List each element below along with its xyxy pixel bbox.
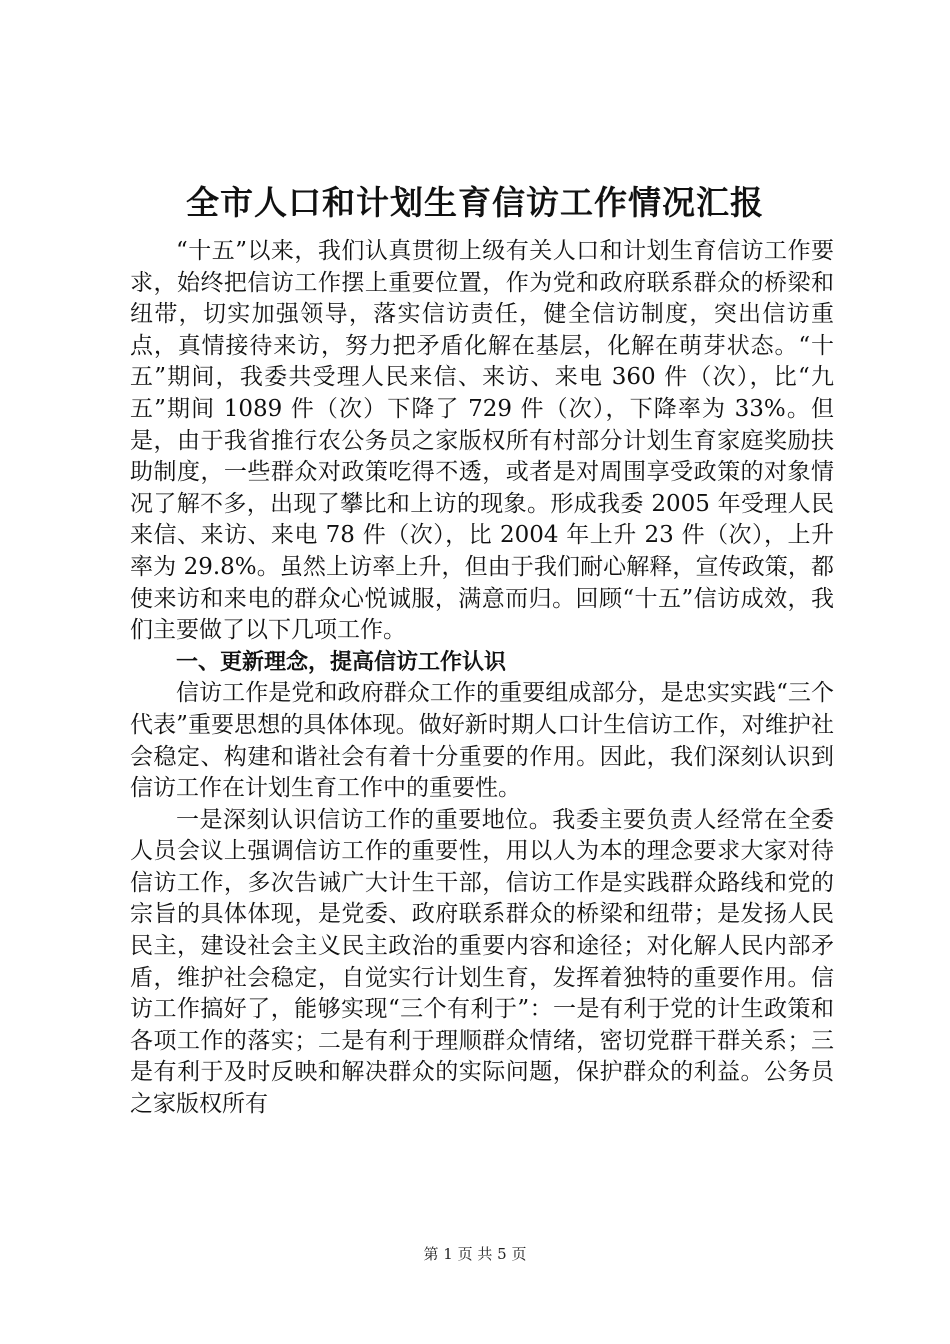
- body-paragraph: 信访工作是党和政府群众工作的重要组成部分，是忠实实践“三个代表”重要思想的具体体现。做好新时期人口计生信访工作，对维护社会稳定、构建和谐社会有着十分重要的作用。因此，我们深刻认识到信访工作在计划生育工作中的重要性。: [130, 680, 834, 802]
- body-paragraph: 一是深刻认识信访工作的重要地位。我委主要负责人经常在全委人员会议上强调信访工作的重要性，用以人为本的理念要求大家对待信访工作，多次告诫广大计生干部，信访工作是实践群众路线和党的宗旨的具体体现，是党委、政府联系群众的桥梁和纽带；是发扬人民民主，建设社会主义民主政治的重要内容和途径；对化解人民内部矛盾，维护社会稳定，自觉实行计划生育，发挥着独特的重要作用。信访工作搞好了，能够实现“三个有利于”：一是有利于党的计生政策和各项工作的落实；二是有利于理顺群众情绪，密切党群干群关系；三是有利于及时反映和解决群众的实际问题，保护群众的利益。公务员之家版权所有: [130, 806, 834, 1118]
- page-footer: 第 1 页 共 5 页: [423, 1245, 527, 1263]
- document-title: 全市人口和计划生育信访工作情况汇报: [186, 183, 764, 222]
- document-body: [130, 236, 834, 1121]
- section-heading: 一、更新理念，提高信访工作认识: [176, 649, 507, 675]
- intro-paragraph: “十五”以来，我们认真贯彻上级有关人口和计划生育信访工作要求，始终把信访工作摆上重要位置，作为党和政府联系群众的桥梁和纽带，切实加强领导，落实信访责任，健全信访制度，突出信访重点，真情接待来访，努力把矛盾化解在基层，化解在萌芽状态。“十五”期间，我委共受理人民来信、来访、来电 360 件（次），比“九五”期间 1089 件（次）下降了 729 件（次），下降率为 33%。但是，由于我省推行农公务员之家版权所有村部分计划生育家庭奖励扶助制度，一些群众对政策吃得不透，或者是对周围享受政策的对象情况了解不多，出现了攀比和上访的现象。形成我委 2005 年受理人民来信、来访、来电 78 件（次），比 2004 年上升 23 件（次），上升率为 29.8%。虽然上访率上升，但由于我们耐心解释，宣传政策，都使来访和来电的群众心悦诚服，满意而归。回顾“十五”信访成效，我们主要做了以下几项工作。: [130, 238, 834, 644]
